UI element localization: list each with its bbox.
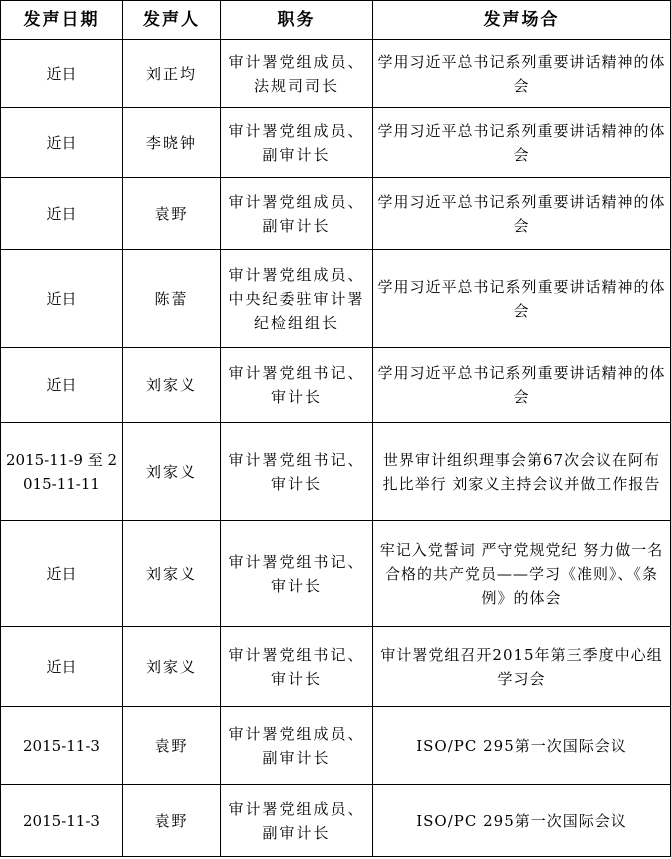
header-speaker: 发声人: [123, 1, 221, 40]
occasion-cell: ISO/PC 295第一次国际会议: [373, 707, 671, 785]
table-row: [1, 40, 671, 108]
header-row: [1, 1, 671, 40]
table-row: [1, 521, 671, 627]
speaker-cell: 刘正均: [123, 40, 221, 108]
occasion-cell: 学用习近平总书记系列重要讲话精神的体会: [373, 250, 671, 348]
occasion-cell: 世界审计组织理事会第67次会议在阿布扎比举行 刘家义主持会议并做工作报告: [373, 423, 671, 521]
date-cell: 近日: [1, 521, 123, 627]
position-cell: 审计署党组成员、副审计长: [221, 785, 373, 857]
speaker-cell: 李晓钟: [123, 108, 221, 178]
speaker-cell: 刘家义: [123, 423, 221, 521]
table-row: [1, 348, 671, 423]
date-cell: 2015-11-3: [1, 785, 123, 857]
position-cell: 审计署党组书记、审计长: [221, 627, 373, 707]
date-cell: 2015-11-9 至 2015-11-11: [1, 423, 123, 521]
position-cell: 审计署党组书记、审计长: [221, 521, 373, 627]
date-cell: 近日: [1, 250, 123, 348]
speaker-cell: 陈蕾: [123, 250, 221, 348]
speaker-cell: 袁野: [123, 178, 221, 250]
occasion-cell: 学用习近平总书记系列重要讲话精神的体会: [373, 108, 671, 178]
date-cell: 近日: [1, 348, 123, 423]
header-occasion: 发声场合: [373, 1, 671, 40]
header-position: 职务: [221, 1, 373, 40]
date-cell: 近日: [1, 40, 123, 108]
date-cell: 近日: [1, 108, 123, 178]
position-cell: 审计署党组成员、副审计长: [221, 108, 373, 178]
position-cell: 审计署党组成员、副审计长: [221, 178, 373, 250]
occasion-cell: 学用习近平总书记系列重要讲话精神的体会: [373, 178, 671, 250]
speaker-cell: 袁野: [123, 707, 221, 785]
table-row: [1, 627, 671, 707]
table-row: [1, 108, 671, 178]
date-cell: 2015-11-3: [1, 707, 123, 785]
speaker-cell: 袁野: [123, 785, 221, 857]
table-row: [1, 423, 671, 521]
occasion-cell: ISO/PC 295第一次国际会议: [373, 785, 671, 857]
speaker-cell: 刘家义: [123, 521, 221, 627]
table-row: [1, 250, 671, 348]
table-row: [1, 178, 671, 250]
date-cell: 近日: [1, 178, 123, 250]
occasion-cell: 学用习近平总书记系列重要讲话精神的体会: [373, 348, 671, 423]
speaker-cell: 刘家义: [123, 348, 221, 423]
occasion-cell: 牢记入党誓词 严守党规党纪 努力做一名合格的共产党员——学习《准则》、《条例》的体会: [373, 521, 671, 627]
occasion-cell: 审计署党组召开2015年第三季度中心组学习会: [373, 627, 671, 707]
position-cell: 审计署党组成员、副审计长: [221, 707, 373, 785]
table-row: [1, 707, 671, 785]
position-cell: 审计署党组书记、审计长: [221, 423, 373, 521]
position-cell: 审计署党组书记、审计长: [221, 348, 373, 423]
header-date: 发声日期: [1, 1, 123, 40]
table-row: [1, 785, 671, 857]
occasion-cell: 学用习近平总书记系列重要讲话精神的体会: [373, 40, 671, 108]
speaker-cell: 刘家义: [123, 627, 221, 707]
position-cell: 审计署党组成员、法规司司长: [221, 40, 373, 108]
date-cell: 近日: [1, 627, 123, 707]
position-cell: 审计署党组成员、中央纪委驻审计署纪检组组长: [221, 250, 373, 348]
